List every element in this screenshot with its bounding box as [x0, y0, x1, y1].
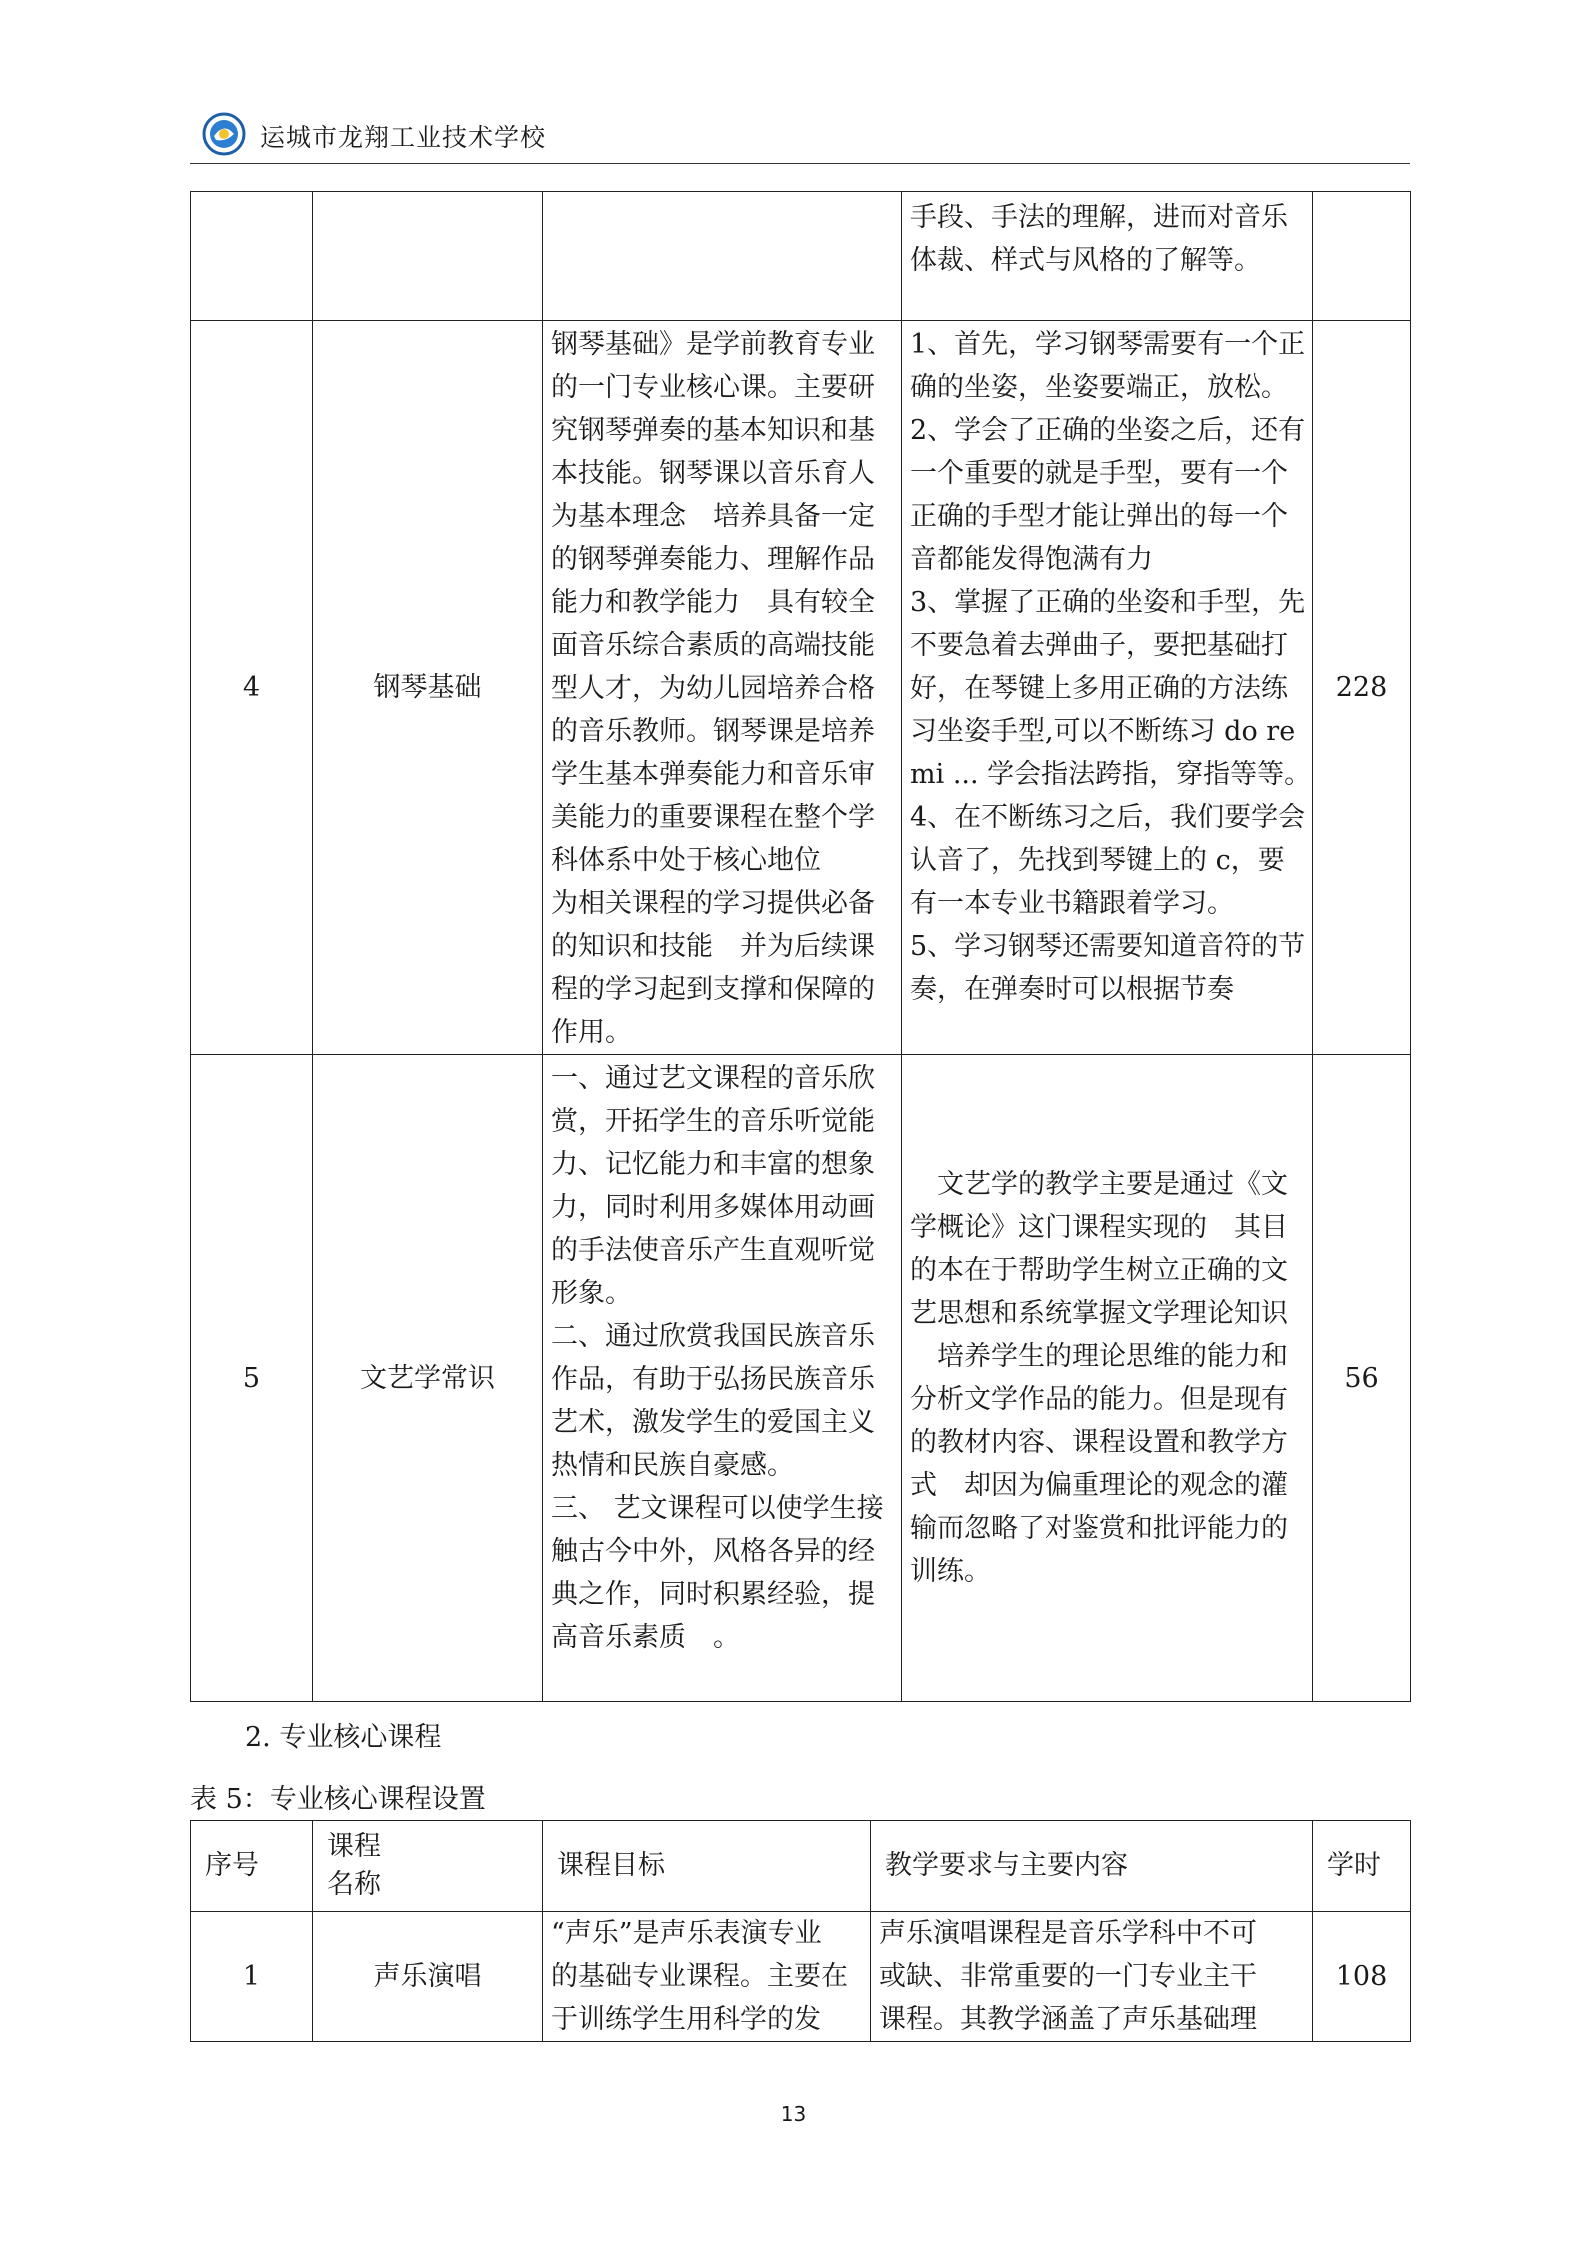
page-number: 13 [780, 2102, 807, 2126]
header-no: 序号 [191, 1821, 313, 1912]
cell-name: 文艺学常识 [313, 1055, 543, 1702]
course-table-continued [190, 191, 1411, 1702]
cell-goal: 一、通过艺文课程的音乐欣 赏，开拓学生的音乐听觉能 力、记忆能力和丰富的想象 力，同时利用多媒体用动画 的手法使音乐产生直观听觉 形象。 二、通过欣赏我国民族音乐 作品，有助于弘扬民族音乐 艺术，激发学生的爱国主义 热情和民族自豪感。 三、 艺文课程可以使学生接 触古今中外，风格各异的经 典之作，同时积累经验，提 高音乐素质 。 [543, 1055, 902, 1702]
cell-no [191, 192, 313, 321]
table-row [191, 1912, 1411, 2042]
table-row [191, 321, 1411, 1055]
cell-no: 4 [191, 321, 313, 1055]
header-hours: 学时 [1313, 1821, 1411, 1912]
cell-goal: 钢琴基础》是学前教育专业 的一门专业核心课。主要研 究钢琴弹奏的基本知识和基 本技能。钢琴课以音乐育人 为基本理念 培养具备一定 的钢琴弹奏能力、理解作品 能力和教学能力 具有较全 面音乐综合素质的高端技能 型人才，为幼儿园培养合格 的音乐教师。钢琴课是培养 学生基本弹奏能力和音乐审 美能力的重要课程在整个学 科体系中处于核心地位 为相关课程的学习提供必备 的知识和技能 并为后续课 程的学习起到支撑和保障的 作用。 [543, 321, 902, 1055]
school-name: 运城市龙翔工业技术学校 [260, 123, 547, 152]
cell-name [313, 192, 543, 321]
table-row [191, 192, 1411, 321]
cell-content: 1、首先，学习钢琴需要有一个正 确的坐姿，坐姿要端正，放松。 2、学会了正确的坐姿之后，还有 一个重要的就是手型，要有一个 正确的手型才能让弹出的每一个 音都能发得饱满有力 3、掌握了正确的坐姿和手型，先 不要急着去弹曲子，要把基础打 好，在琴键上多用正确的方法练 习坐姿手型,可以不断练习 do re mi ... 学会指法跨指，穿指等等。 4、在不断练习之后，我们要学会 认音了，先找到琴键上的 c，要 有一本专业书籍跟着学习。 5、学习钢琴还需要知道音符的节 奏，在弹奏时可以根据节奏 [902, 321, 1313, 1055]
cell-hours: 108 [1313, 1912, 1411, 2042]
table-caption: 表 5：专业核心课程设置 [190, 1784, 486, 1815]
school-logo-icon [202, 112, 246, 156]
core-course-table [190, 1820, 1411, 2042]
cell-hours: 228 [1313, 321, 1411, 1055]
cell-content: 手段、手法的理解，进而对音乐 体裁、样式与风格的了解等。 [902, 192, 1313, 321]
header-content: 教学要求与主要内容 [871, 1821, 1313, 1912]
cell-hours: 56 [1313, 1055, 1411, 1702]
cell-name: 钢琴基础 [313, 321, 543, 1055]
cell-no: 5 [191, 1055, 313, 1702]
cell-content: 文艺学的教学主要是通过《文 学概论》这门课程实现的 其目 的本在于帮助学生树立正确的文 艺思想和系统掌握文学理论知识 培养学生的理论思维的能力和 分析文学作品的能力。但是现有 的教材内容、课程设置和教学方 式 却因为偏重理论的观念的灌 输而忽略了对鉴赏和批评能力的 训练。 [902, 1055, 1313, 1702]
cell-goal: “声乐”是声乐表演专业 的基础专业课程。主要在 于训练学生用科学的发 [543, 1912, 871, 2042]
section-title: 2. 专业核心课程 [245, 1722, 442, 1753]
header-name: 课程 名称 [313, 1821, 543, 1912]
table-row [191, 1055, 1411, 1702]
table-header-row [191, 1821, 1411, 1912]
header-goal: 课程目标 [543, 1821, 871, 1912]
cell-name: 声乐演唱 [313, 1912, 543, 2042]
page-header [190, 112, 1410, 164]
cell-goal [543, 192, 902, 321]
cell-no: 1 [191, 1912, 313, 2042]
cell-hours [1313, 192, 1411, 321]
cell-content: 声乐演唱课程是音乐学科中不可 或缺、非常重要的一门专业主干 课程。其教学涵盖了声乐基础理 [871, 1912, 1313, 2042]
